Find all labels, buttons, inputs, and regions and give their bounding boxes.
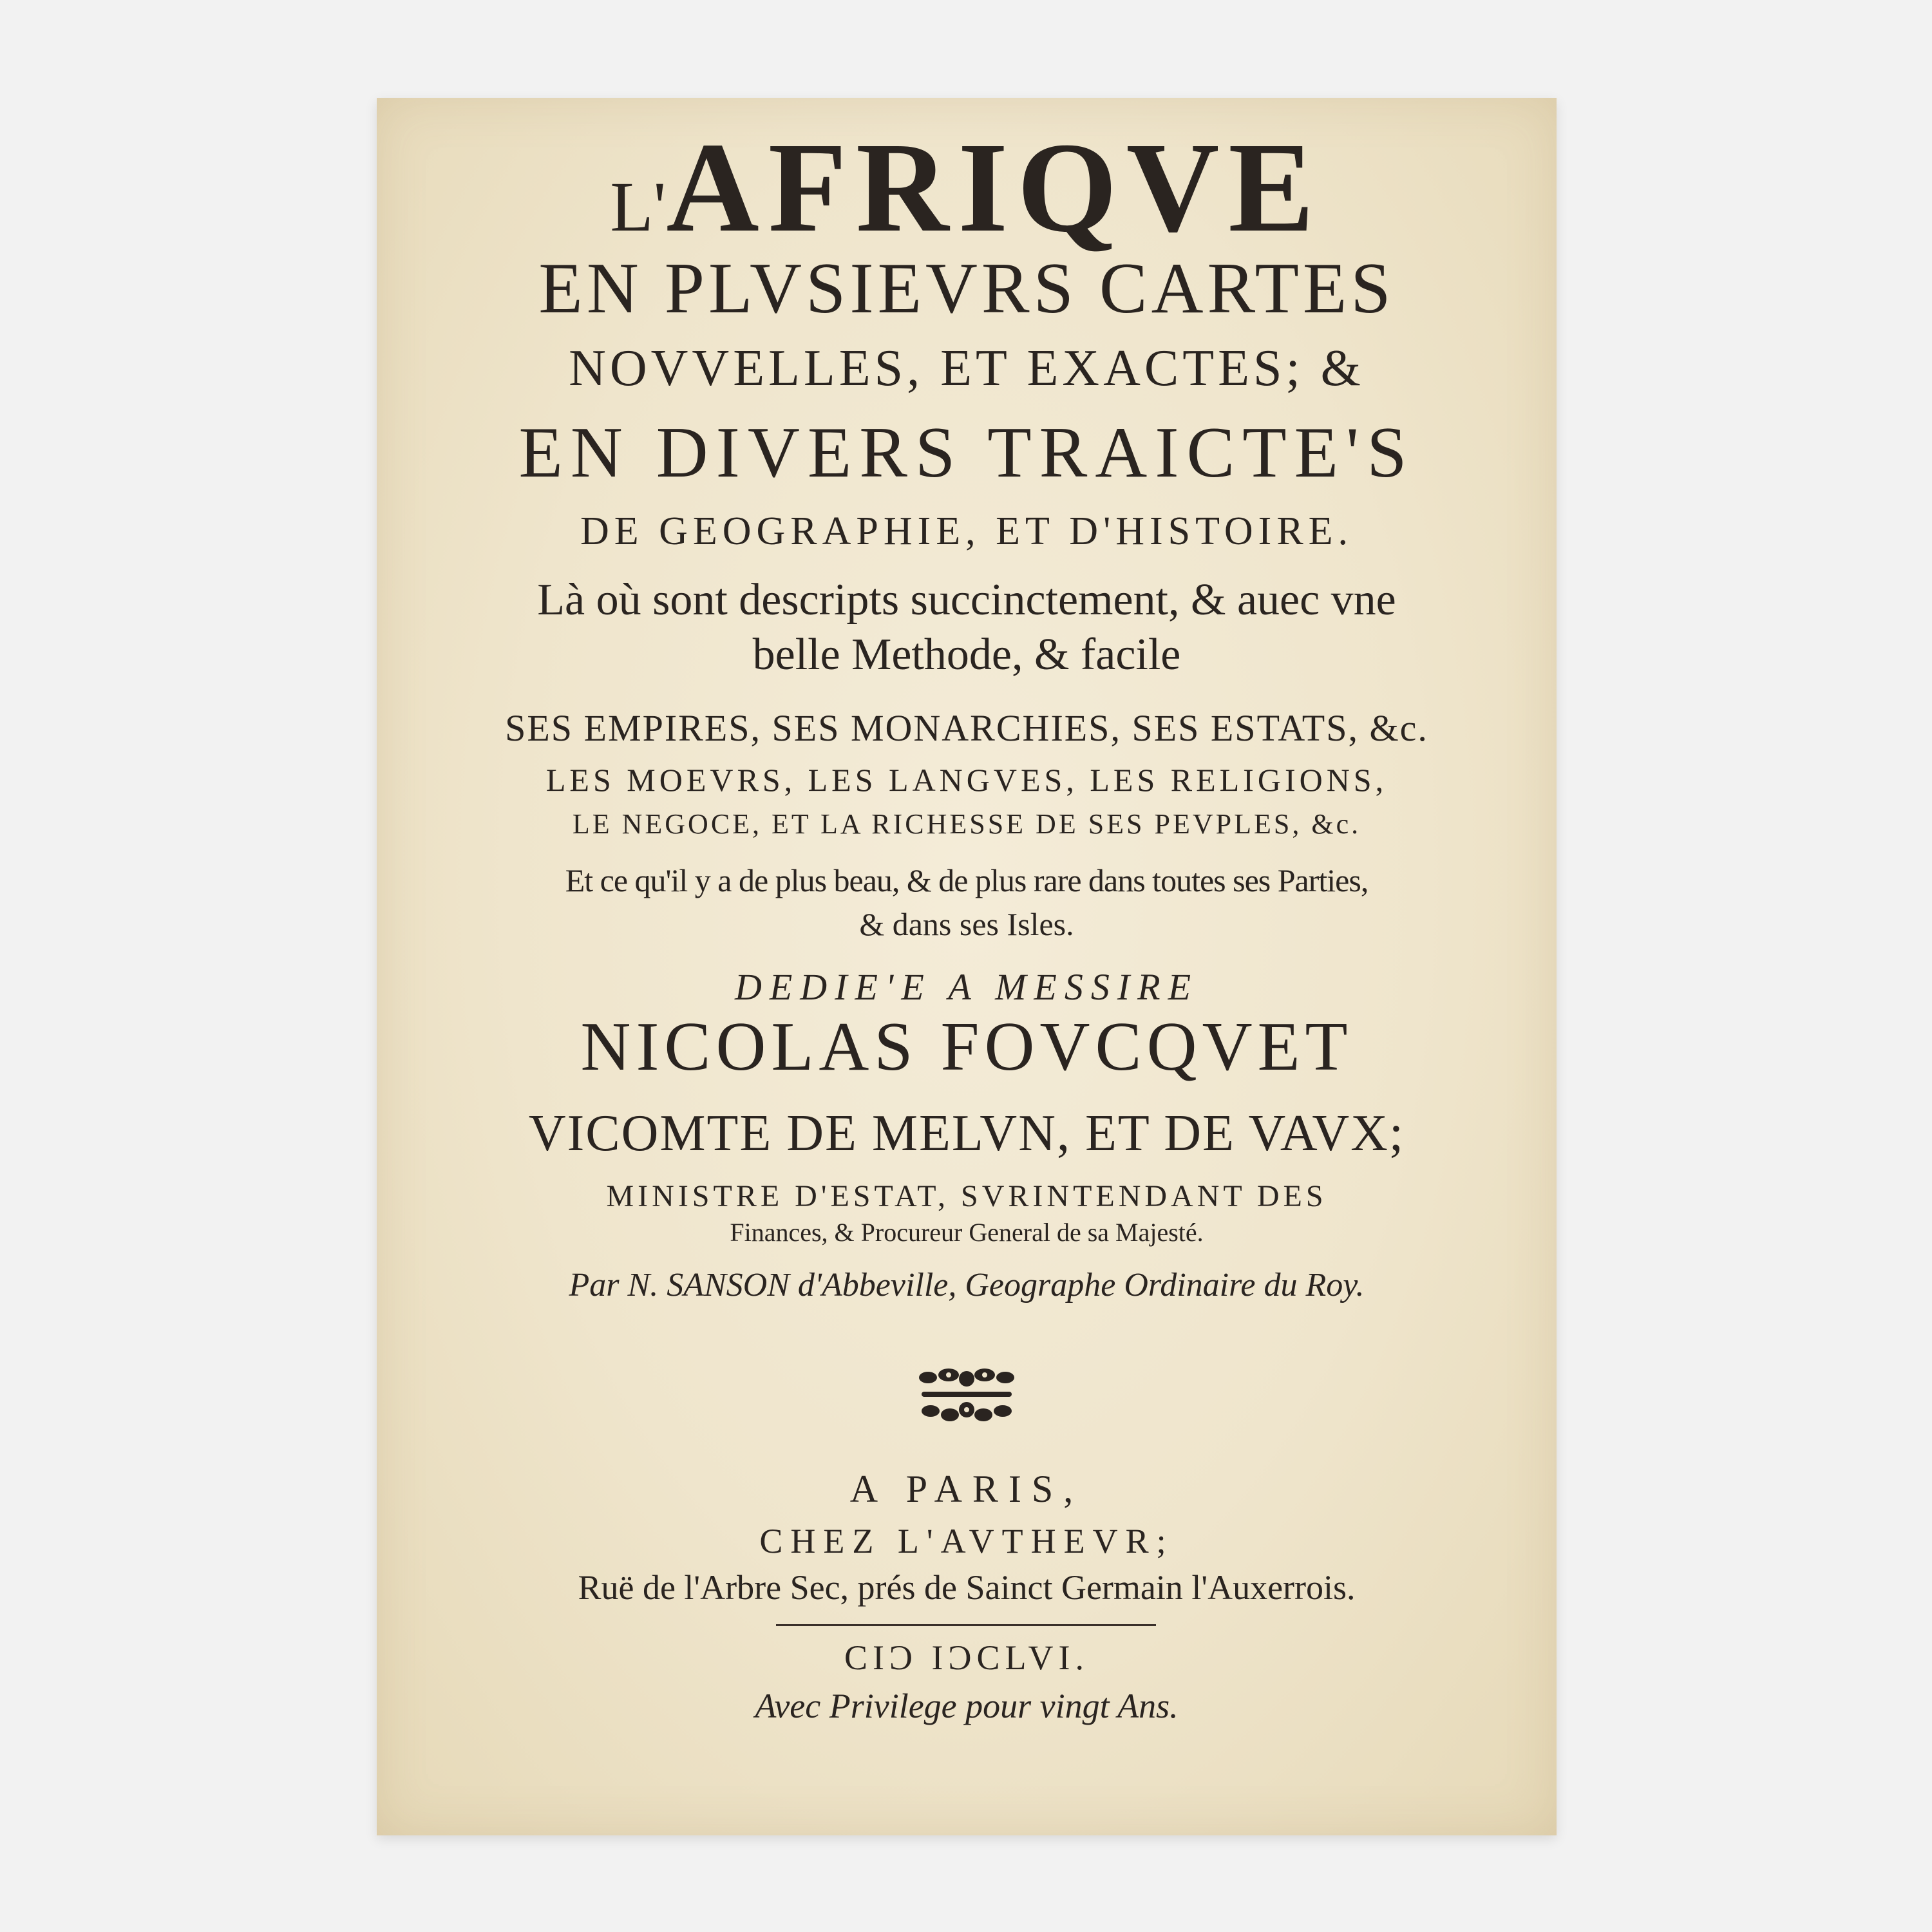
dedicatee-office-2: Finances, & Procureur General de sa Majesté. xyxy=(730,1218,1204,1247)
book-title xyxy=(377,117,1557,259)
contents-line-3: LE NEGOCE, ET LA RICHESSE DE SES PEVPLES, &c. xyxy=(572,808,1361,840)
imprint-rule xyxy=(776,1624,1156,1626)
contents-line-4: Et ce qu'il y a de plus beau, & de plus rare dans toutes ses Parties, xyxy=(565,862,1368,898)
contents-line-5: & dans ses Isles. xyxy=(859,906,1074,942)
privilege-line: Avec Privilege pour vingt Ans. xyxy=(755,1687,1179,1725)
description-line-1: Là où sont descripts succinctement, & auec vne xyxy=(537,575,1396,625)
dedicatee-office-1: MINISTRE D'ESTAT, SVRINTENDANT DES xyxy=(606,1179,1327,1213)
imprint-publisher: CHEZ L'AVTHEVR; xyxy=(759,1522,1174,1560)
title-prefix: L' xyxy=(610,167,667,246)
dedication-heading: DEDIE'E A MESSIRE xyxy=(734,966,1199,1008)
title-page xyxy=(377,98,1557,1835)
subtitle-line-3: EN DIVERS TRAICTE'S xyxy=(518,413,1415,493)
subtitle-line-2: NOVVELLES, ET EXACTES; & xyxy=(569,340,1365,397)
dedicatee-title: VICOMTE DE MELVN, ET DE VAVX; xyxy=(528,1105,1405,1162)
subtitle-line-1: EN PLVSIEVRS CARTES xyxy=(538,249,1395,328)
imprint-date: CIϽ IϽCLVI. xyxy=(844,1638,1090,1677)
subtitle-line-4: DE GEOGRAPHIE, ET D'HISTOIRE. xyxy=(580,509,1354,553)
description-line-2: belle Methode, & facile xyxy=(752,630,1181,679)
imprint-place: A PARIS, xyxy=(849,1468,1084,1510)
imprint-address: Ruë de l'Arbre Sec, prés de Sainct Germain l'Auxerrois. xyxy=(578,1568,1356,1607)
printers-ornament-icon xyxy=(915,1363,1018,1428)
title-main: AFRIQVE xyxy=(666,117,1323,259)
contents-line-2: LES MOEVRS, LES LANGVES, LES RELIGIONS, xyxy=(545,762,1388,798)
dedicatee-name: NICOLAS FOVCQVET xyxy=(580,1009,1353,1085)
contents-line-1: SES EMPIRES, SES MONARCHIES, SES ESTATS, &c. xyxy=(505,707,1428,749)
author-line: Par N. SANSON d'Abbeville, Geographe Ordinaire du Roy. xyxy=(569,1267,1365,1303)
